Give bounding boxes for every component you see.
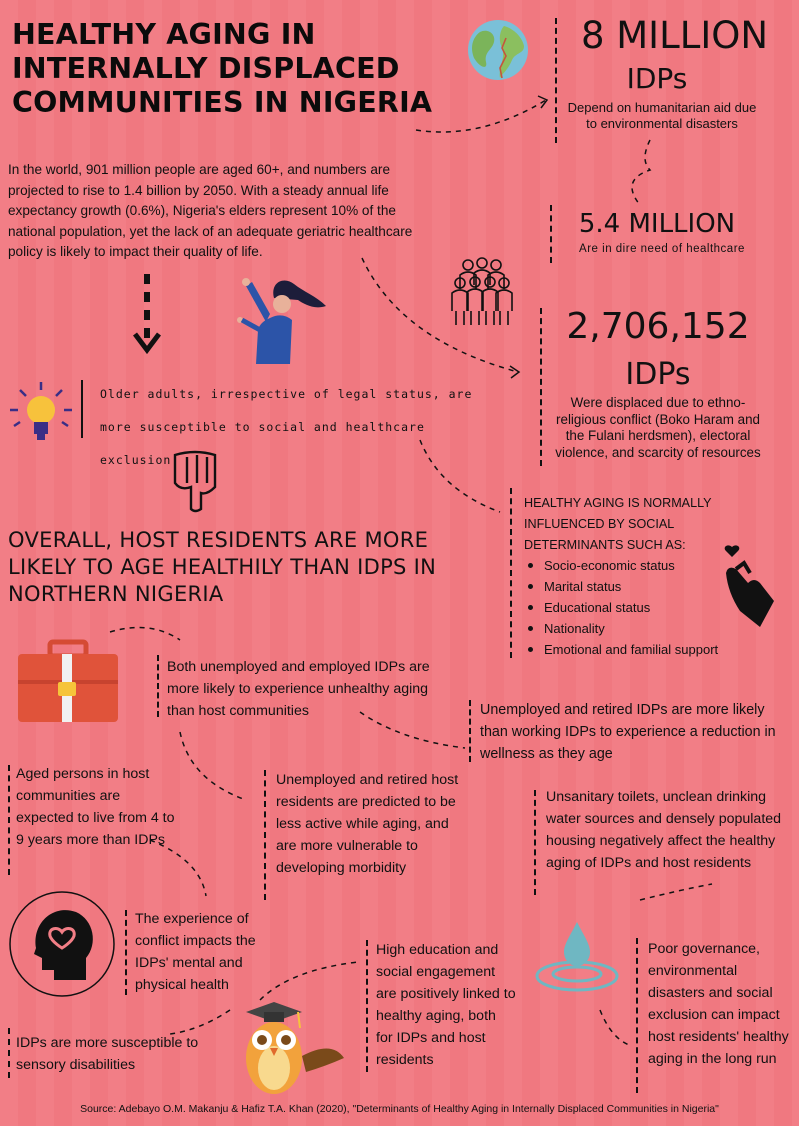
fact-sensory: IDPs are more susceptible to sensory disabilities bbox=[16, 1035, 199, 1073]
source-citation: Source: Adebayo O.M. Makanju & Hafiz T.A. Khan (2020), "Determinants of Healthy Aging in Internally Displaced Communities in Nigeria" bbox=[80, 1103, 719, 1115]
intro-text: In the world, 901 million people are aged 60+, and numbers are projected to rise to 1.4 billion by 2050. With a steady annual life expectancy growth (0.6%), Nigeria's elders represent 10% of the national population, yet the lack of an adequate geriatric healthcare policy is likely to impact their quality of life. bbox=[8, 162, 413, 259]
lightbulb-icon bbox=[8, 380, 74, 451]
overall-heading: OVERALL, HOST RESIDENTS ARE MORE LIKELY TO AGE HEALTHILY THAN IDPS IN NORTHERN NIGERIA bbox=[8, 528, 437, 606]
divider-line bbox=[8, 765, 10, 875]
list-item: Marital status bbox=[524, 576, 744, 597]
globe-icon bbox=[466, 18, 530, 87]
list-item: Educational status bbox=[524, 597, 744, 618]
fact-host-residents: Unemployed and retired host residents are predicted to be less active while aging, and are more vulnerable to developing morbidity bbox=[276, 772, 459, 876]
divider-line bbox=[469, 700, 471, 762]
head-heart-icon bbox=[6, 888, 118, 1005]
stat-8-million-unit: IDPs bbox=[626, 62, 688, 95]
divider-line bbox=[555, 18, 557, 143]
stat-2706152-desc: Were displaced due to ethno-religious conflict (Boko Haram and the Fulani herdsmen), electoral violence, and scarcity of resources bbox=[555, 395, 761, 460]
fact-conflict: The experience of conflict impacts the IDPs' mental and physical health bbox=[135, 911, 256, 993]
list-item: Nationality bbox=[524, 618, 744, 639]
down-arrow-icon bbox=[132, 272, 162, 363]
stat-2706152-number: 2,706,152 bbox=[566, 306, 750, 347]
pointing-hand-icon bbox=[167, 447, 223, 518]
divider-line bbox=[264, 770, 266, 900]
owl-graduate-icon bbox=[236, 1000, 346, 1103]
fact-aged-persons: Aged persons in host communities are expected to live from 4 to 9 years more than IDPs bbox=[16, 766, 175, 848]
divider-line bbox=[8, 1028, 10, 1078]
fact-employment: Both unemployed and employed IDPs are more likely to experience unhealthy aging than host communities bbox=[167, 659, 430, 719]
exclusion-note: Older adults, irrespective of legal status, are more susceptible to social and healthcare exclusion! bbox=[100, 387, 473, 467]
divider-line bbox=[366, 940, 368, 1072]
determinants-list bbox=[524, 555, 744, 660]
woman-waving-icon bbox=[230, 270, 330, 371]
stat-8-million-desc: Depend on humanitarian aid due to environmental disasters bbox=[567, 100, 757, 131]
divider-line bbox=[550, 205, 552, 263]
divider-line bbox=[81, 380, 83, 438]
divider-line bbox=[510, 488, 512, 658]
divider-line bbox=[636, 938, 638, 1093]
stat-5-4-million-number: 5.4 MILLION bbox=[578, 209, 736, 239]
page-title: HEALTHY AGING IN INTERNALLY DISPLACED COMMUNITIES IN NIGERIA bbox=[12, 18, 433, 119]
list-item: Socio-economic status bbox=[524, 555, 744, 576]
group-people-icon bbox=[446, 255, 518, 332]
stat-2706152-unit: IDPs bbox=[625, 357, 691, 392]
divider-line bbox=[534, 790, 536, 895]
fact-governance: Poor governance, environmental disasters and social exclusion can impact host residents' healthy aging in the long run bbox=[648, 941, 789, 1067]
stat-8-million-number: 8 MILLION bbox=[580, 14, 769, 57]
water-drop-icon bbox=[532, 920, 622, 1005]
divider-line bbox=[125, 910, 127, 995]
fact-retired-idps: Unemployed and retired IDPs are more likely than working IDPs to experience a reduction in wellness as they age bbox=[480, 702, 776, 762]
fact-sanitation: Unsanitary toilets, unclean drinking water sources and densely populated housing negatively affect the healthy aging of IDPs and host residents bbox=[546, 789, 782, 871]
determinants-heading: HEALTHY AGING IS NORMALLY INFLUENCED BY SOCIAL DETERMINANTS SUCH AS: bbox=[524, 496, 712, 552]
list-item: Emotional and familial support bbox=[524, 639, 744, 660]
divider-line bbox=[157, 655, 159, 717]
divider-line bbox=[540, 308, 542, 466]
fact-education: High education and social engagement are positively linked to healthy aging, both for IDPs and host residents bbox=[376, 942, 516, 1068]
briefcase-icon bbox=[16, 640, 120, 729]
heart-hand-icon bbox=[718, 543, 776, 640]
stat-5-4-million-desc: Are in dire need of healthcare bbox=[579, 243, 745, 255]
